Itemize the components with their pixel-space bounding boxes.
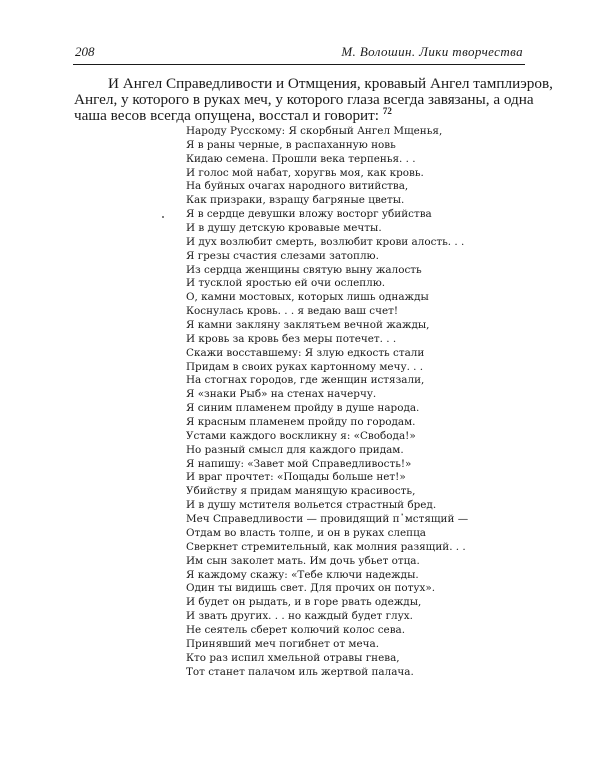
poem-line: И в душу детскую кровавые мечты. [186,222,382,235]
intro-line: Ангел, у которого в руках меч, у которого глаза всегда завязаны, а одна [74,91,534,108]
header-rule [73,64,525,65]
poem-line: Сверкнет стремительный, как молния разящий. . . [186,540,466,553]
poem-line: И будет он рыдать, и в горе рвать одежды, [186,596,422,609]
poem-line: Кто раз испил хмельной отравы гнева, [186,651,400,664]
poem-line: На буйных очагах народного витийства, [186,180,409,193]
poem-line: И в душу мстителя вольется страстный бред. [186,499,437,512]
poem-line: И враг прочтет: «Пощады больше нет!» [186,471,406,484]
poem-line: И кровь за кровь без меры потечет. . . [186,332,397,345]
page-number: 208 [75,44,95,59]
poem-line: Отдам во власть толпе, и он в руках слепца [186,526,426,539]
poem-line: О, камни мостовых, которых лишь однажды [186,291,429,304]
intro-line: И Ангел Справедливости и Отмщения, кровавый Ангел тамплиэров, [108,75,553,92]
poem-line: Я грезы счастия слезами затоплю. [186,249,379,262]
poem-line: Я в сердце девушки вложу восторг убийства [186,208,432,221]
poem-line: Убийству я придам манящую красивость, [186,485,416,498]
intro-line-text: чаша весов всегда опущена, восстал и говорит: [74,107,380,124]
poem-line: Народу Русскому: Я скорбный Ангел Мщенья, [186,125,443,137]
print-speck [162,216,164,218]
poem-line: Один ты видишь свет. Для прочих он потух». [186,582,436,595]
poem-line: Я синим пламенем пройду в душе народа. [186,402,420,415]
poem-line: Придам в своих руках картонному мечу. . . [186,360,424,373]
poem-line: Принявший меч погибнет от меча. [186,637,380,650]
poem-line: Им сын заколет мать. Им дочь убьет отца. [186,554,420,567]
poem-line: Я камни закляну заклятьем вечной жажды, [186,319,430,332]
poem-line: На стогнах городов, где женщин истязали, [186,374,425,387]
page-header [75,44,523,62]
poem-line: И звать других. . . но каждый будет глух. [186,610,413,623]
poem-line: Коснулась кровь. . . я ведаю ваш счет! [186,305,399,318]
poem-line: Меч Справедливости — провидящий п᾽мстящий — [186,513,469,526]
footnote-reference: 72 [382,105,392,116]
poem [186,125,486,679]
poem-line: Я каждому скажу: «Тебе ключи надежды. [186,568,419,581]
poem-line: И дух возлюбит смерть, возлюбит крови алость. . . [186,235,465,248]
poem-line: Скажи восставшему: Я злую едкость стали [186,346,425,359]
poem-line: Но разный смысл для каждого придам. [186,443,404,456]
intro-line-last [74,105,528,124]
poem-line: Я красным пламенем пройду по городам. [186,416,416,429]
poem-line: Я напишу: «Завет мой Справедливость!» [186,457,412,470]
poem-line: Как призраки, взращу багряные цветы. [186,194,405,207]
poem-line: Не сеятель сберет колючий колос сева. [186,623,406,636]
poem-line: И голос мой набат, хоругвь моя, как кровь. [186,166,424,179]
poem-line: Тот станет палачом иль жертвой палача. [186,665,414,678]
poem-line: Кидаю семена. Прошли века терпенья. . . [186,152,416,165]
intro-paragraph [74,75,553,124]
poem-line: Я «знаки Рыб» на стенах начерчу. [186,388,377,401]
poem-line: И тусклой яростью ей очи ослеплю. [186,277,386,290]
poem-line: Устами каждого воскликну я: «Свобода!» [186,429,416,442]
running-title: М. Волошин. Лики творчества [341,44,523,59]
poem-line: Я в раны черные, в распаханную новь [186,138,396,151]
poem-line: Из сердца женщины святую выну жалость [186,263,422,276]
